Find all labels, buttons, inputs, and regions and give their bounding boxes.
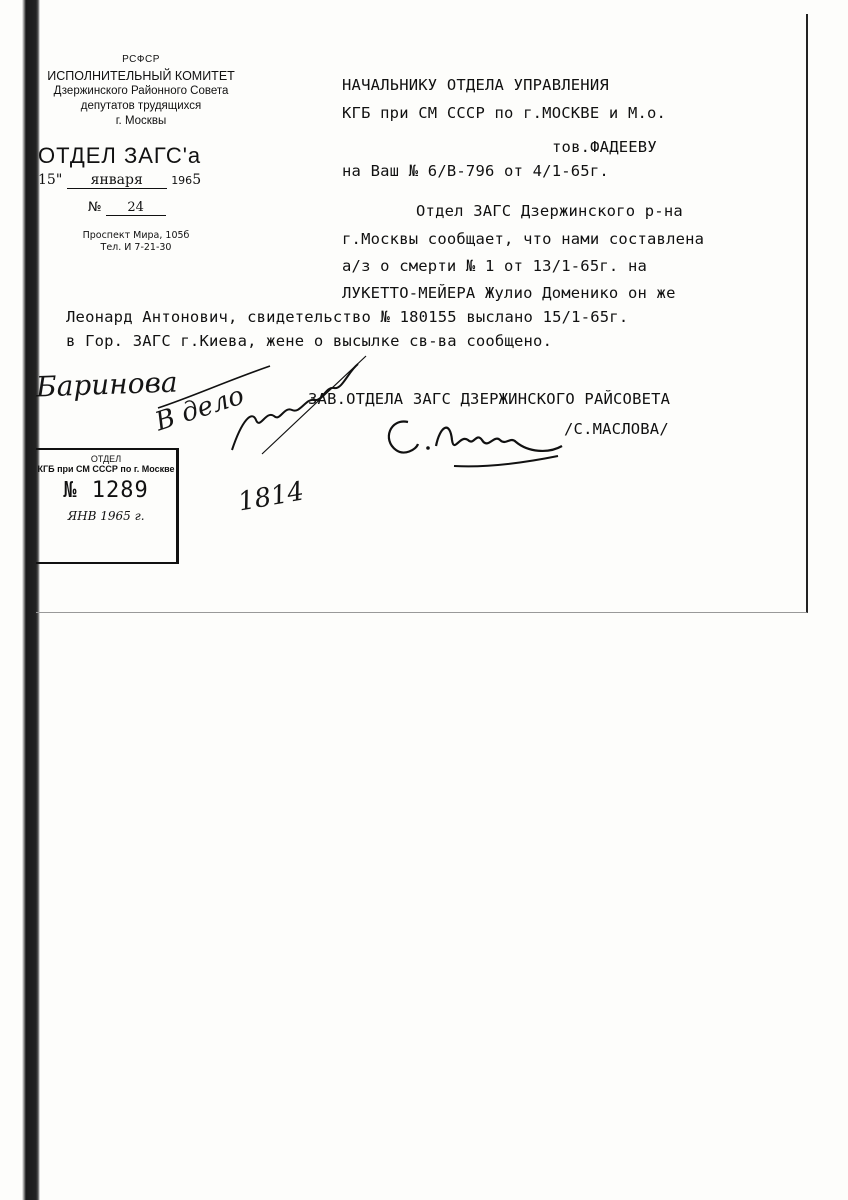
letterhead-line1: ИСПОЛНИТЕЛЬНЫЙ КОМИТЕТ	[47, 69, 235, 83]
handwritten-scribble	[222, 350, 372, 460]
letterhead-line3: депутатов трудящихся	[80, 100, 202, 112]
stamp-line2: КГБ при СМ СССР по г. Москве	[37, 464, 175, 474]
number-value: 24	[106, 200, 166, 216]
letterhead-address: Проспект Мира, 105б	[82, 230, 190, 241]
addressee-reference: на Ваш № 6/В-796 от 4/1-65г.	[342, 162, 609, 180]
letterhead-number	[88, 200, 166, 216]
letterhead-address-block	[36, 230, 236, 254]
date-month: января	[67, 172, 167, 189]
date-year-suffix: 5	[192, 172, 202, 188]
body-line-5: Леонард Антонович, свидетельство № 180155 выслано 15/1-65г.	[66, 308, 629, 326]
addressee-line1: НАЧАЛЬНИКУ ОТДЕЛА УПРАВЛЕНИЯ	[342, 76, 609, 94]
body-line-4: ЛУКЕТТО-МЕЙЕРА Жулио Доменико он же	[342, 284, 676, 302]
document-sheet	[36, 14, 808, 613]
date-day: 15	[38, 172, 56, 188]
stamp-date: ЯНВ 1965 г.	[67, 509, 145, 523]
stamp-line1: ОТДЕЛ	[90, 454, 122, 464]
body-line-6: в Гор. ЗАГС г.Киева, жене о высылке св-ва сообщено.	[66, 332, 553, 350]
body-line-1: Отдел ЗАГС Дзержинского р-на	[416, 202, 683, 220]
letterhead	[36, 54, 246, 169]
addressee-name: тов.ФАДЕЕВУ	[552, 138, 657, 156]
handwritten-note-archive: В дело	[151, 380, 248, 438]
handwritten-surname: Баринова	[35, 365, 179, 404]
date-year-prefix: 196	[171, 174, 193, 187]
signature-name: /С.МАСЛОВА/	[564, 420, 669, 438]
number-label: №	[88, 200, 102, 215]
body-line-3: а/з о смерти № 1 от 13/1-65г. на	[342, 257, 648, 275]
letterhead-line4: г. Москвы	[115, 115, 167, 127]
handwritten-signature	[378, 410, 578, 480]
letterhead-line2: Дзержинского Районного Совета	[53, 85, 229, 97]
letterhead-department: ОТДЕЛ ЗАГС'а	[38, 143, 202, 168]
letterhead-date: 15" января 1965	[38, 172, 202, 188]
letterhead-phone: Тел. И 7-21-30	[100, 242, 172, 253]
letterhead-republic: РСФСР	[122, 54, 160, 65]
registration-stamp	[36, 448, 179, 564]
handwritten-note-code: 1814	[235, 476, 307, 518]
addressee-line2: КГБ при СМ СССР по г.МОСКВЕ и М.о.	[342, 104, 667, 122]
stamp-number: № 1289	[63, 478, 149, 503]
body-line-2: г.Москвы сообщает, что нами составлена	[342, 230, 705, 248]
signature-title: ЗАВ.ОТДЕЛА ЗАГС ДЗЕРЖИНСКОГО РАЙСОВЕТА	[308, 390, 671, 408]
